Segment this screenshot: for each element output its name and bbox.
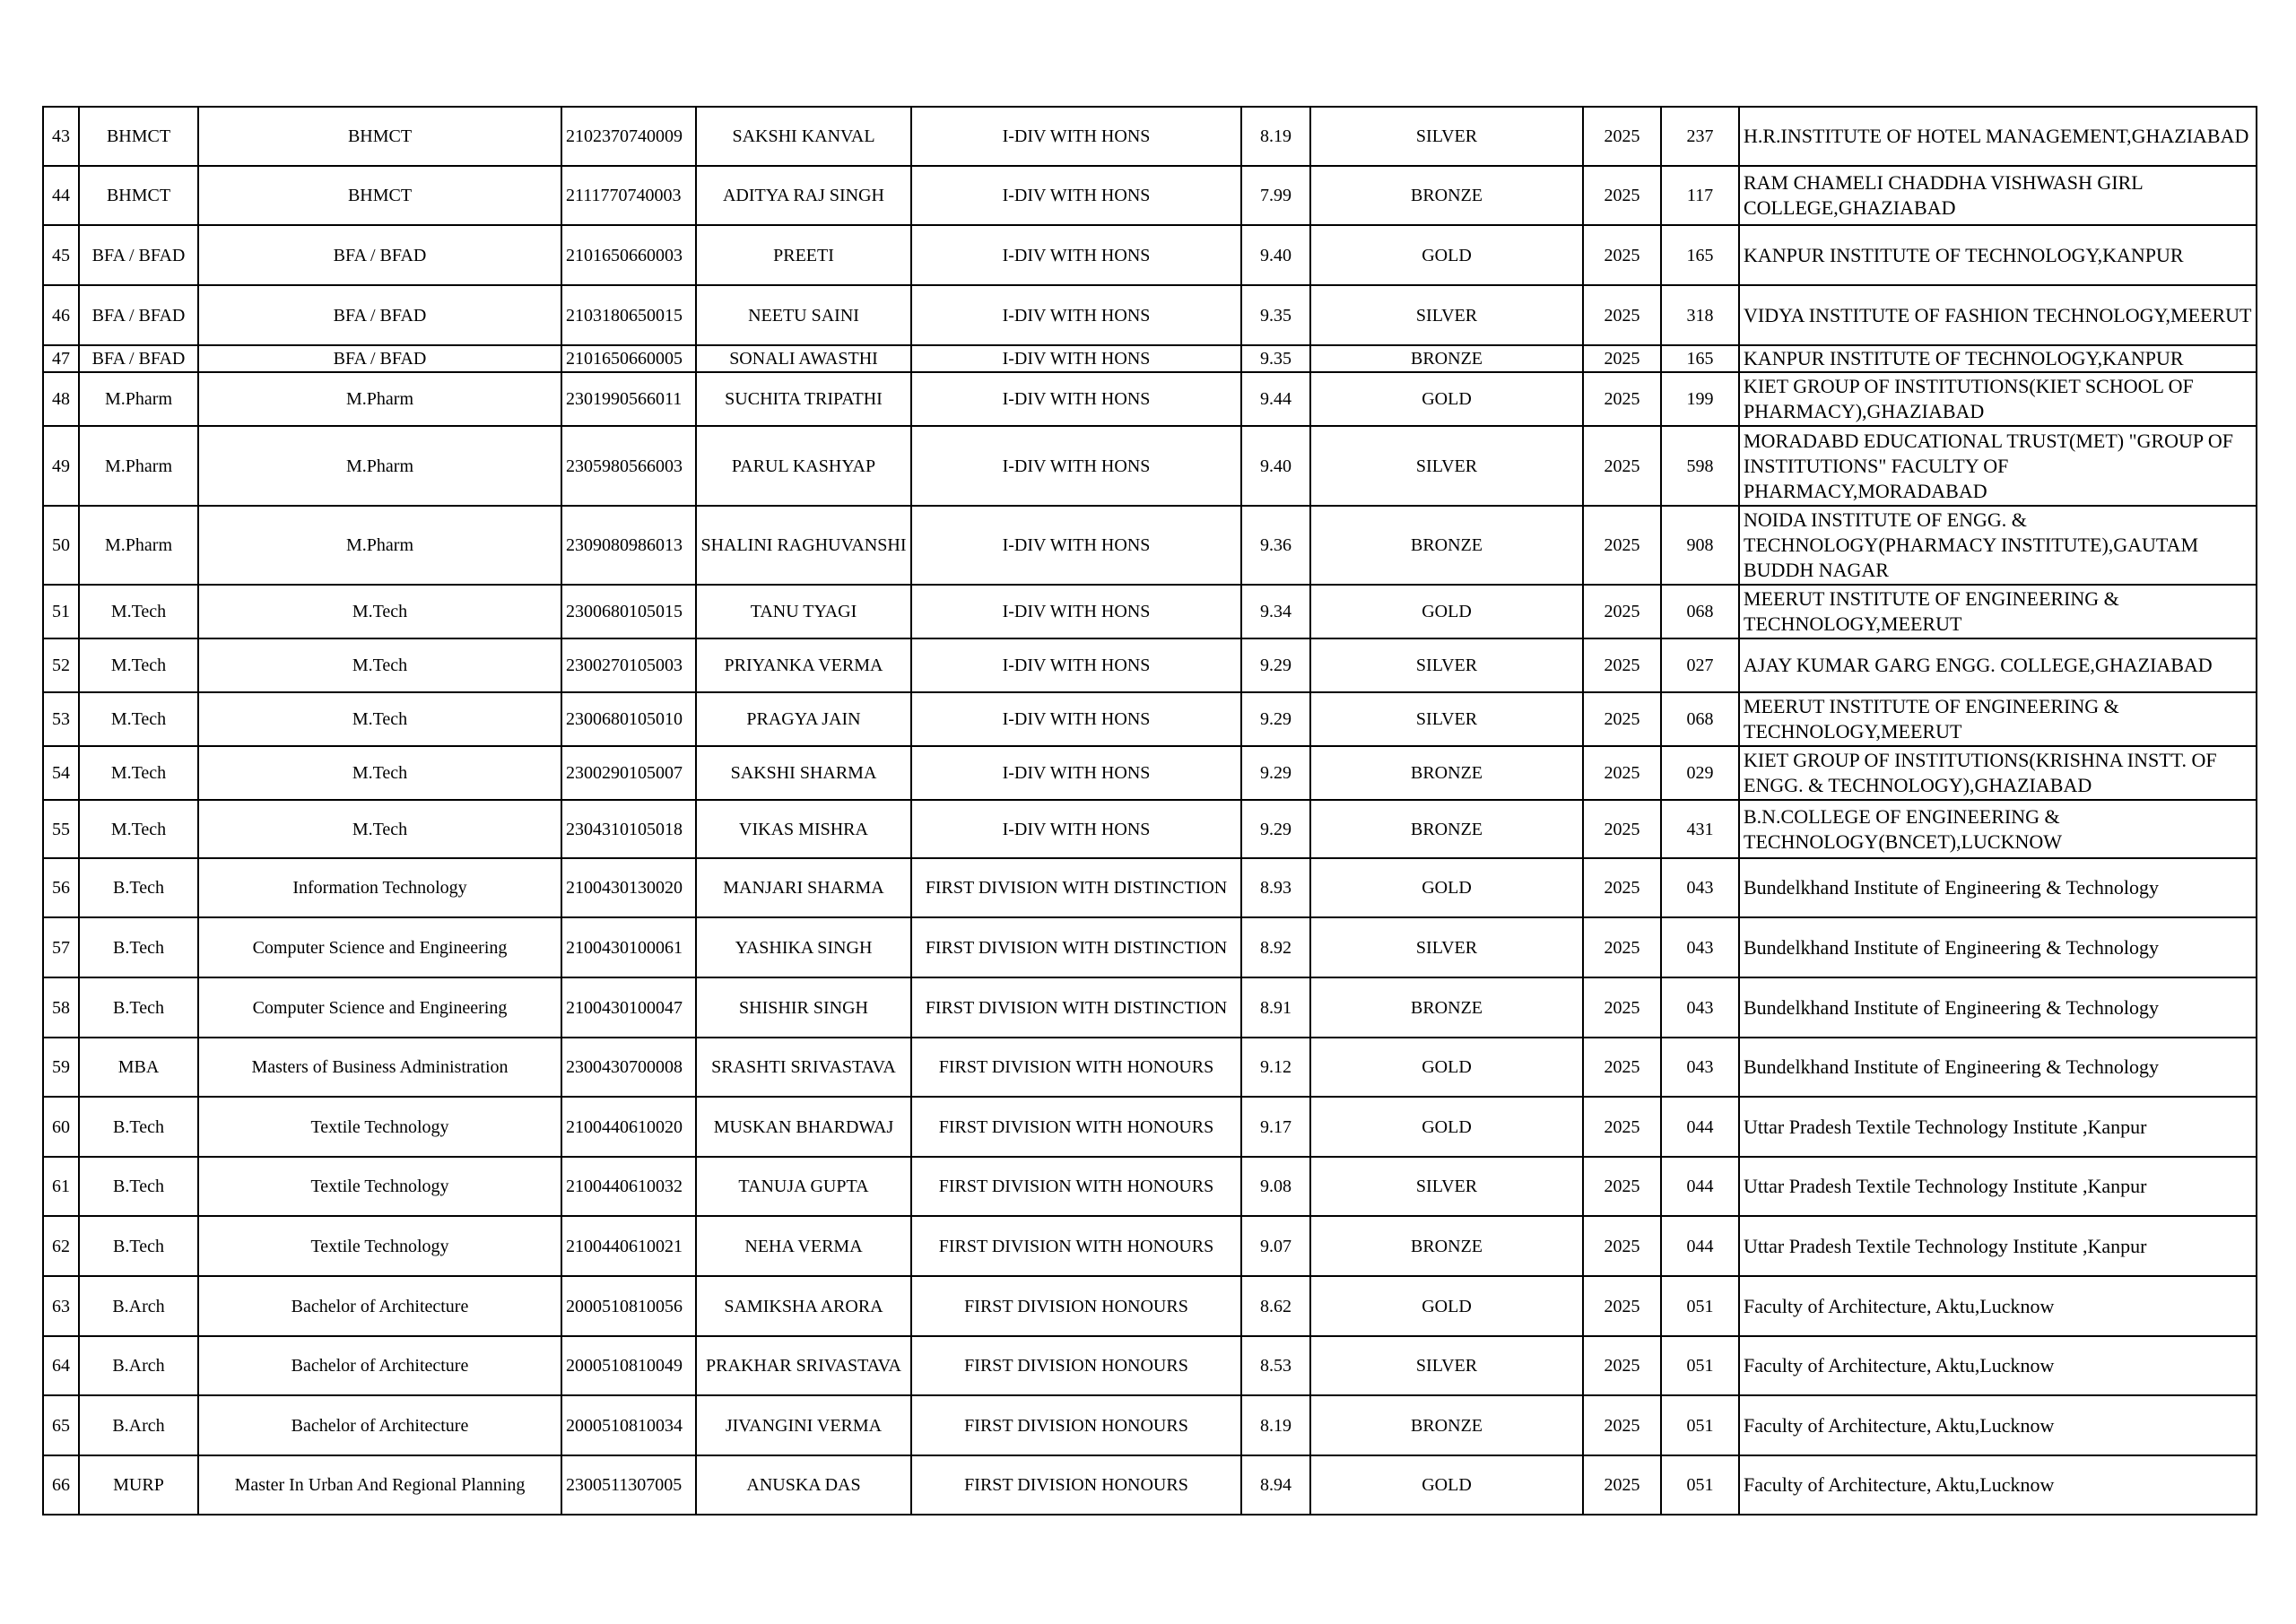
course-cell: M.Tech — [79, 800, 198, 858]
student-name-cell: NEHA VERMA — [696, 1216, 911, 1276]
table-row — [43, 1097, 2257, 1157]
serial-number-cell: 45 — [43, 225, 79, 285]
branch-cell: BFA / BFAD — [198, 285, 561, 345]
college-code-cell: 044 — [1661, 1157, 1739, 1216]
division-cell: FIRST DIVISION HONOURS — [911, 1276, 1241, 1336]
table-row — [43, 166, 2257, 225]
medal-cell: GOLD — [1310, 1038, 1583, 1097]
institute-cell: NOIDA INSTITUTE OF ENGG. & TECHNOLOGY(PHARMACY INSTITUTE),GAUTAM BUDDH NAGAR — [1739, 506, 2257, 585]
year-cell: 2025 — [1583, 585, 1661, 638]
table-row — [43, 1157, 2257, 1216]
branch-cell: BHMCT — [198, 107, 561, 166]
division-cell: I-DIV WITH HONS — [911, 166, 1241, 225]
cgpa-cell: 9.12 — [1241, 1038, 1310, 1097]
table-row — [43, 345, 2257, 372]
branch-cell: Master In Urban And Regional Planning — [198, 1455, 561, 1515]
year-cell: 2025 — [1583, 506, 1661, 585]
division-cell: I-DIV WITH HONS — [911, 800, 1241, 858]
college-code-cell: 043 — [1661, 917, 1739, 977]
college-code-cell: 043 — [1661, 858, 1739, 917]
table-row — [43, 585, 2257, 638]
serial-number-cell: 54 — [43, 746, 79, 800]
year-cell: 2025 — [1583, 225, 1661, 285]
medal-cell: SILVER — [1310, 426, 1583, 506]
course-cell: B.Tech — [79, 1097, 198, 1157]
year-cell: 2025 — [1583, 638, 1661, 692]
institute-cell: VIDYA INSTITUTE OF FASHION TECHNOLOGY,MEERUT — [1739, 285, 2257, 345]
cgpa-cell: 8.91 — [1241, 977, 1310, 1038]
branch-cell: Information Technology — [198, 858, 561, 917]
division-cell: FIRST DIVISION HONOURS — [911, 1336, 1241, 1395]
course-cell: BFA / BFAD — [79, 285, 198, 345]
division-cell: I-DIV WITH HONS — [911, 585, 1241, 638]
college-code-cell: 029 — [1661, 746, 1739, 800]
table-row — [43, 506, 2257, 585]
table-row — [43, 1395, 2257, 1455]
serial-number-cell: 44 — [43, 166, 79, 225]
roll-number-cell: 2101650660005 — [561, 345, 696, 372]
cgpa-cell: 9.36 — [1241, 506, 1310, 585]
student-name-cell: MUSKAN BHARDWAJ — [696, 1097, 911, 1157]
cgpa-cell: 9.29 — [1241, 692, 1310, 746]
institute-cell: Bundelkhand Institute of Engineering & Technology — [1739, 917, 2257, 977]
roll-number-cell: 2300680105010 — [561, 692, 696, 746]
table-row — [43, 1276, 2257, 1336]
cgpa-cell: 9.29 — [1241, 800, 1310, 858]
cgpa-cell: 8.19 — [1241, 1395, 1310, 1455]
cgpa-cell: 8.19 — [1241, 107, 1310, 166]
college-code-cell: 051 — [1661, 1455, 1739, 1515]
roll-number-cell: 2000510810049 — [561, 1336, 696, 1395]
roll-number-cell: 2100430130020 — [561, 858, 696, 917]
year-cell: 2025 — [1583, 107, 1661, 166]
college-code-cell: 051 — [1661, 1336, 1739, 1395]
student-name-cell: ADITYA RAJ SINGH — [696, 166, 911, 225]
roll-number-cell: 2111770740003 — [561, 166, 696, 225]
serial-number-cell: 46 — [43, 285, 79, 345]
student-name-cell: SHISHIR SINGH — [696, 977, 911, 1038]
student-name-cell: VIKAS MISHRA — [696, 800, 911, 858]
college-code-cell: 043 — [1661, 1038, 1739, 1097]
division-cell: I-DIV WITH HONS — [911, 225, 1241, 285]
year-cell: 2025 — [1583, 372, 1661, 426]
table-row — [43, 746, 2257, 800]
cgpa-cell: 8.94 — [1241, 1455, 1310, 1515]
course-cell: M.Tech — [79, 638, 198, 692]
medal-cell: GOLD — [1310, 585, 1583, 638]
roll-number-cell: 2102370740009 — [561, 107, 696, 166]
student-name-cell: SONALI AWASTHI — [696, 345, 911, 372]
branch-cell: Computer Science and Engineering — [198, 977, 561, 1038]
branch-cell: BFA / BFAD — [198, 225, 561, 285]
student-name-cell: MANJARI SHARMA — [696, 858, 911, 917]
institute-cell: H.R.INSTITUTE OF HOTEL MANAGEMENT,GHAZIABAD — [1739, 107, 2257, 166]
division-cell: FIRST DIVISION WITH HONOURS — [911, 1097, 1241, 1157]
course-cell: B.Tech — [79, 858, 198, 917]
institute-cell: KIET GROUP OF INSTITUTIONS(KRISHNA INSTT. OF ENGG. & TECHNOLOGY),GHAZIABAD — [1739, 746, 2257, 800]
college-code-cell: 043 — [1661, 977, 1739, 1038]
branch-cell: Masters of Business Administration — [198, 1038, 561, 1097]
course-cell: BFA / BFAD — [79, 225, 198, 285]
college-code-cell: 044 — [1661, 1097, 1739, 1157]
branch-cell: Computer Science and Engineering — [198, 917, 561, 977]
medal-cell: GOLD — [1310, 225, 1583, 285]
course-cell: B.Arch — [79, 1395, 198, 1455]
student-name-cell: SRASHTI SRIVASTAVA — [696, 1038, 911, 1097]
course-cell: M.Tech — [79, 585, 198, 638]
table-row — [43, 1038, 2257, 1097]
institute-cell: Bundelkhand Institute of Engineering & Technology — [1739, 977, 2257, 1038]
course-cell: MURP — [79, 1455, 198, 1515]
cgpa-cell: 9.35 — [1241, 285, 1310, 345]
course-cell: BFA / BFAD — [79, 345, 198, 372]
cgpa-cell: 9.40 — [1241, 426, 1310, 506]
college-code-cell: 237 — [1661, 107, 1739, 166]
cgpa-cell: 8.53 — [1241, 1336, 1310, 1395]
division-cell: I-DIV WITH HONS — [911, 426, 1241, 506]
table-row — [43, 858, 2257, 917]
college-code-cell: 051 — [1661, 1395, 1739, 1455]
table-row — [43, 225, 2257, 285]
year-cell: 2025 — [1583, 1097, 1661, 1157]
serial-number-cell: 60 — [43, 1097, 79, 1157]
medal-cell: SILVER — [1310, 1157, 1583, 1216]
division-cell: FIRST DIVISION WITH DISTINCTION — [911, 977, 1241, 1038]
college-code-cell: 027 — [1661, 638, 1739, 692]
table-row — [43, 977, 2257, 1038]
year-cell: 2025 — [1583, 1216, 1661, 1276]
course-cell: B.Tech — [79, 1216, 198, 1276]
medal-cell: GOLD — [1310, 372, 1583, 426]
institute-cell: Bundelkhand Institute of Engineering & Technology — [1739, 1038, 2257, 1097]
table-row — [43, 107, 2257, 166]
serial-number-cell: 58 — [43, 977, 79, 1038]
cgpa-cell: 8.92 — [1241, 917, 1310, 977]
roll-number-cell: 2103180650015 — [561, 285, 696, 345]
division-cell: I-DIV WITH HONS — [911, 285, 1241, 345]
branch-cell: Bachelor of Architecture — [198, 1276, 561, 1336]
branch-cell: M.Tech — [198, 585, 561, 638]
roll-number-cell: 2300511307005 — [561, 1455, 696, 1515]
college-code-cell: 068 — [1661, 585, 1739, 638]
medal-cell: BRONZE — [1310, 345, 1583, 372]
roll-number-cell: 2300290105007 — [561, 746, 696, 800]
serial-number-cell: 52 — [43, 638, 79, 692]
student-name-cell: SAKSHI KANVAL — [696, 107, 911, 166]
cgpa-cell: 9.35 — [1241, 345, 1310, 372]
course-cell: B.Arch — [79, 1336, 198, 1395]
division-cell: I-DIV WITH HONS — [911, 345, 1241, 372]
course-cell: M.Tech — [79, 746, 198, 800]
table-body — [43, 107, 2257, 1515]
medal-cell: SILVER — [1310, 692, 1583, 746]
branch-cell: M.Pharm — [198, 426, 561, 506]
institute-cell: AJAY KUMAR GARG ENGG. COLLEGE,GHAZIABAD — [1739, 638, 2257, 692]
cgpa-cell: 9.07 — [1241, 1216, 1310, 1276]
year-cell: 2025 — [1583, 1455, 1661, 1515]
table-row — [43, 1336, 2257, 1395]
roll-number-cell: 2309080986013 — [561, 506, 696, 585]
institute-cell: RAM CHAMELI CHADDHA VISHWASH GIRL COLLEGE,GHAZIABAD — [1739, 166, 2257, 225]
college-code-cell: 051 — [1661, 1276, 1739, 1336]
table-row — [43, 692, 2257, 746]
institute-cell: MEERUT INSTITUTE OF ENGINEERING & TECHNOLOGY,MEERUT — [1739, 692, 2257, 746]
institute-cell: KIET GROUP OF INSTITUTIONS(KIET SCHOOL OF PHARMACY),GHAZIABAD — [1739, 372, 2257, 426]
student-name-cell: SAKSHI SHARMA — [696, 746, 911, 800]
college-code-cell: 598 — [1661, 426, 1739, 506]
year-cell: 2025 — [1583, 345, 1661, 372]
division-cell: FIRST DIVISION WITH DISTINCTION — [911, 917, 1241, 977]
year-cell: 2025 — [1583, 166, 1661, 225]
college-code-cell: 165 — [1661, 345, 1739, 372]
serial-number-cell: 59 — [43, 1038, 79, 1097]
institute-cell: Uttar Pradesh Textile Technology Institute ,Kanpur — [1739, 1157, 2257, 1216]
medal-cell: BRONZE — [1310, 977, 1583, 1038]
medal-cell: SILVER — [1310, 638, 1583, 692]
student-name-cell: SHALINI RAGHUVANSHI — [696, 506, 911, 585]
serial-number-cell: 61 — [43, 1157, 79, 1216]
year-cell: 2025 — [1583, 1157, 1661, 1216]
branch-cell: BHMCT — [198, 166, 561, 225]
institute-cell: Faculty of Architecture, Aktu,Lucknow — [1739, 1455, 2257, 1515]
college-code-cell: 908 — [1661, 506, 1739, 585]
division-cell: I-DIV WITH HONS — [911, 372, 1241, 426]
division-cell: I-DIV WITH HONS — [911, 107, 1241, 166]
serial-number-cell: 48 — [43, 372, 79, 426]
institute-cell: Bundelkhand Institute of Engineering & Technology — [1739, 858, 2257, 917]
course-cell: B.Tech — [79, 1157, 198, 1216]
student-name-cell: SAMIKSHA ARORA — [696, 1276, 911, 1336]
year-cell: 2025 — [1583, 800, 1661, 858]
college-code-cell: 318 — [1661, 285, 1739, 345]
year-cell: 2025 — [1583, 285, 1661, 345]
roll-number-cell: 2100430100061 — [561, 917, 696, 977]
college-code-cell: 431 — [1661, 800, 1739, 858]
cgpa-cell: 9.29 — [1241, 746, 1310, 800]
year-cell: 2025 — [1583, 746, 1661, 800]
branch-cell: Bachelor of Architecture — [198, 1336, 561, 1395]
division-cell: FIRST DIVISION WITH HONOURS — [911, 1216, 1241, 1276]
student-name-cell: TANU TYAGI — [696, 585, 911, 638]
roll-number-cell: 2100440610032 — [561, 1157, 696, 1216]
serial-number-cell: 50 — [43, 506, 79, 585]
table-row — [43, 285, 2257, 345]
course-cell: M.Tech — [79, 692, 198, 746]
cgpa-cell: 8.62 — [1241, 1276, 1310, 1336]
year-cell: 2025 — [1583, 1336, 1661, 1395]
institute-cell: KANPUR INSTITUTE OF TECHNOLOGY,KANPUR — [1739, 345, 2257, 372]
college-code-cell: 117 — [1661, 166, 1739, 225]
serial-number-cell: 53 — [43, 692, 79, 746]
student-name-cell: YASHIKA SINGH — [696, 917, 911, 977]
division-cell: FIRST DIVISION WITH HONOURS — [911, 1038, 1241, 1097]
cgpa-cell: 9.44 — [1241, 372, 1310, 426]
college-code-cell: 165 — [1661, 225, 1739, 285]
course-cell: B.Tech — [79, 977, 198, 1038]
medal-cell: BRONZE — [1310, 1216, 1583, 1276]
student-name-cell: PRAGYA JAIN — [696, 692, 911, 746]
medal-cell: SILVER — [1310, 1336, 1583, 1395]
roll-number-cell: 2300270105003 — [561, 638, 696, 692]
division-cell: I-DIV WITH HONS — [911, 692, 1241, 746]
roll-number-cell: 2305980566003 — [561, 426, 696, 506]
roll-number-cell: 2301990566011 — [561, 372, 696, 426]
course-cell: BHMCT — [79, 166, 198, 225]
medal-cell: BRONZE — [1310, 1395, 1583, 1455]
course-cell: MBA — [79, 1038, 198, 1097]
student-name-cell: JIVANGINI VERMA — [696, 1395, 911, 1455]
medal-cell: BRONZE — [1310, 166, 1583, 225]
serial-number-cell: 62 — [43, 1216, 79, 1276]
serial-number-cell: 47 — [43, 345, 79, 372]
branch-cell: M.Tech — [198, 692, 561, 746]
year-cell: 2025 — [1583, 426, 1661, 506]
serial-number-cell: 64 — [43, 1336, 79, 1395]
table-row — [43, 426, 2257, 506]
division-cell: FIRST DIVISION WITH HONOURS — [911, 1157, 1241, 1216]
medal-cell: BRONZE — [1310, 746, 1583, 800]
medal-cell: BRONZE — [1310, 800, 1583, 858]
roll-number-cell: 2100440610021 — [561, 1216, 696, 1276]
medal-cell: GOLD — [1310, 1276, 1583, 1336]
cgpa-cell: 9.34 — [1241, 585, 1310, 638]
branch-cell: Textile Technology — [198, 1216, 561, 1276]
medal-cell: SILVER — [1310, 917, 1583, 977]
roll-number-cell: 2100440610020 — [561, 1097, 696, 1157]
roll-number-cell: 2101650660003 — [561, 225, 696, 285]
branch-cell: BFA / BFAD — [198, 345, 561, 372]
medal-cell: SILVER — [1310, 107, 1583, 166]
institute-cell: KANPUR INSTITUTE OF TECHNOLOGY,KANPUR — [1739, 225, 2257, 285]
student-name-cell: PRIYANKA VERMA — [696, 638, 911, 692]
institute-cell: Faculty of Architecture, Aktu,Lucknow — [1739, 1336, 2257, 1395]
medal-list-table — [42, 106, 2257, 1515]
course-cell: M.Pharm — [79, 372, 198, 426]
medal-cell: SILVER — [1310, 285, 1583, 345]
college-code-cell: 044 — [1661, 1216, 1739, 1276]
institute-cell: MORADABD EDUCATIONAL TRUST(MET) "GROUP OF INSTITUTIONS" FACULTY OF PHARMACY,MORADABAD — [1739, 426, 2257, 506]
branch-cell: M.Pharm — [198, 372, 561, 426]
year-cell: 2025 — [1583, 917, 1661, 977]
serial-number-cell: 49 — [43, 426, 79, 506]
student-name-cell: SUCHITA TRIPATHI — [696, 372, 911, 426]
institute-cell: MEERUT INSTITUTE OF ENGINEERING & TECHNOLOGY,MEERUT — [1739, 585, 2257, 638]
branch-cell: Textile Technology — [198, 1157, 561, 1216]
year-cell: 2025 — [1583, 858, 1661, 917]
roll-number-cell: 2304310105018 — [561, 800, 696, 858]
medal-cell: GOLD — [1310, 1097, 1583, 1157]
branch-cell: Textile Technology — [198, 1097, 561, 1157]
year-cell: 2025 — [1583, 1395, 1661, 1455]
course-cell: M.Pharm — [79, 506, 198, 585]
branch-cell: Bachelor of Architecture — [198, 1395, 561, 1455]
student-name-cell: PRAKHAR SRIVASTAVA — [696, 1336, 911, 1395]
course-cell: B.Tech — [79, 917, 198, 977]
division-cell: FIRST DIVISION WITH DISTINCTION — [911, 858, 1241, 917]
cgpa-cell: 9.08 — [1241, 1157, 1310, 1216]
roll-number-cell: 2300680105015 — [561, 585, 696, 638]
course-cell: BHMCT — [79, 107, 198, 166]
college-code-cell: 199 — [1661, 372, 1739, 426]
serial-number-cell: 65 — [43, 1395, 79, 1455]
serial-number-cell: 55 — [43, 800, 79, 858]
division-cell: FIRST DIVISION HONOURS — [911, 1455, 1241, 1515]
table-row — [43, 1216, 2257, 1276]
cgpa-cell: 9.17 — [1241, 1097, 1310, 1157]
table-row — [43, 372, 2257, 426]
roll-number-cell: 2000510810034 — [561, 1395, 696, 1455]
year-cell: 2025 — [1583, 1038, 1661, 1097]
student-name-cell: PREETI — [696, 225, 911, 285]
branch-cell: M.Tech — [198, 638, 561, 692]
branch-cell: M.Pharm — [198, 506, 561, 585]
table-row — [43, 800, 2257, 858]
roll-number-cell: 2000510810056 — [561, 1276, 696, 1336]
table-row — [43, 638, 2257, 692]
cgpa-cell: 8.93 — [1241, 858, 1310, 917]
division-cell: I-DIV WITH HONS — [911, 506, 1241, 585]
year-cell: 2025 — [1583, 1276, 1661, 1336]
branch-cell: M.Tech — [198, 800, 561, 858]
institute-cell: B.N.COLLEGE OF ENGINEERING & TECHNOLOGY(BNCET),LUCKNOW — [1739, 800, 2257, 858]
student-name-cell: PARUL KASHYAP — [696, 426, 911, 506]
serial-number-cell: 51 — [43, 585, 79, 638]
institute-cell: Uttar Pradesh Textile Technology Institute ,Kanpur — [1739, 1216, 2257, 1276]
serial-number-cell: 57 — [43, 917, 79, 977]
table-row — [43, 1455, 2257, 1515]
division-cell: I-DIV WITH HONS — [911, 638, 1241, 692]
college-code-cell: 068 — [1661, 692, 1739, 746]
serial-number-cell: 56 — [43, 858, 79, 917]
course-cell: B.Arch — [79, 1276, 198, 1336]
branch-cell: M.Tech — [198, 746, 561, 800]
course-cell: M.Pharm — [79, 426, 198, 506]
serial-number-cell: 43 — [43, 107, 79, 166]
institute-cell: Faculty of Architecture, Aktu,Lucknow — [1739, 1276, 2257, 1336]
roll-number-cell: 2300430700008 — [561, 1038, 696, 1097]
serial-number-cell: 66 — [43, 1455, 79, 1515]
medal-cell: GOLD — [1310, 1455, 1583, 1515]
medal-cell: BRONZE — [1310, 506, 1583, 585]
cgpa-cell: 9.29 — [1241, 638, 1310, 692]
institute-cell: Faculty of Architecture, Aktu,Lucknow — [1739, 1395, 2257, 1455]
medal-cell: GOLD — [1310, 858, 1583, 917]
student-name-cell: ANUSKA DAS — [696, 1455, 911, 1515]
serial-number-cell: 63 — [43, 1276, 79, 1336]
student-name-cell: NEETU SAINI — [696, 285, 911, 345]
table-row — [43, 917, 2257, 977]
student-name-cell: TANUJA GUPTA — [696, 1157, 911, 1216]
division-cell: I-DIV WITH HONS — [911, 746, 1241, 800]
roll-number-cell: 2100430100047 — [561, 977, 696, 1038]
year-cell: 2025 — [1583, 977, 1661, 1038]
year-cell: 2025 — [1583, 692, 1661, 746]
cgpa-cell: 7.99 — [1241, 166, 1310, 225]
cgpa-cell: 9.40 — [1241, 225, 1310, 285]
institute-cell: Uttar Pradesh Textile Technology Institute ,Kanpur — [1739, 1097, 2257, 1157]
division-cell: FIRST DIVISION HONOURS — [911, 1395, 1241, 1455]
